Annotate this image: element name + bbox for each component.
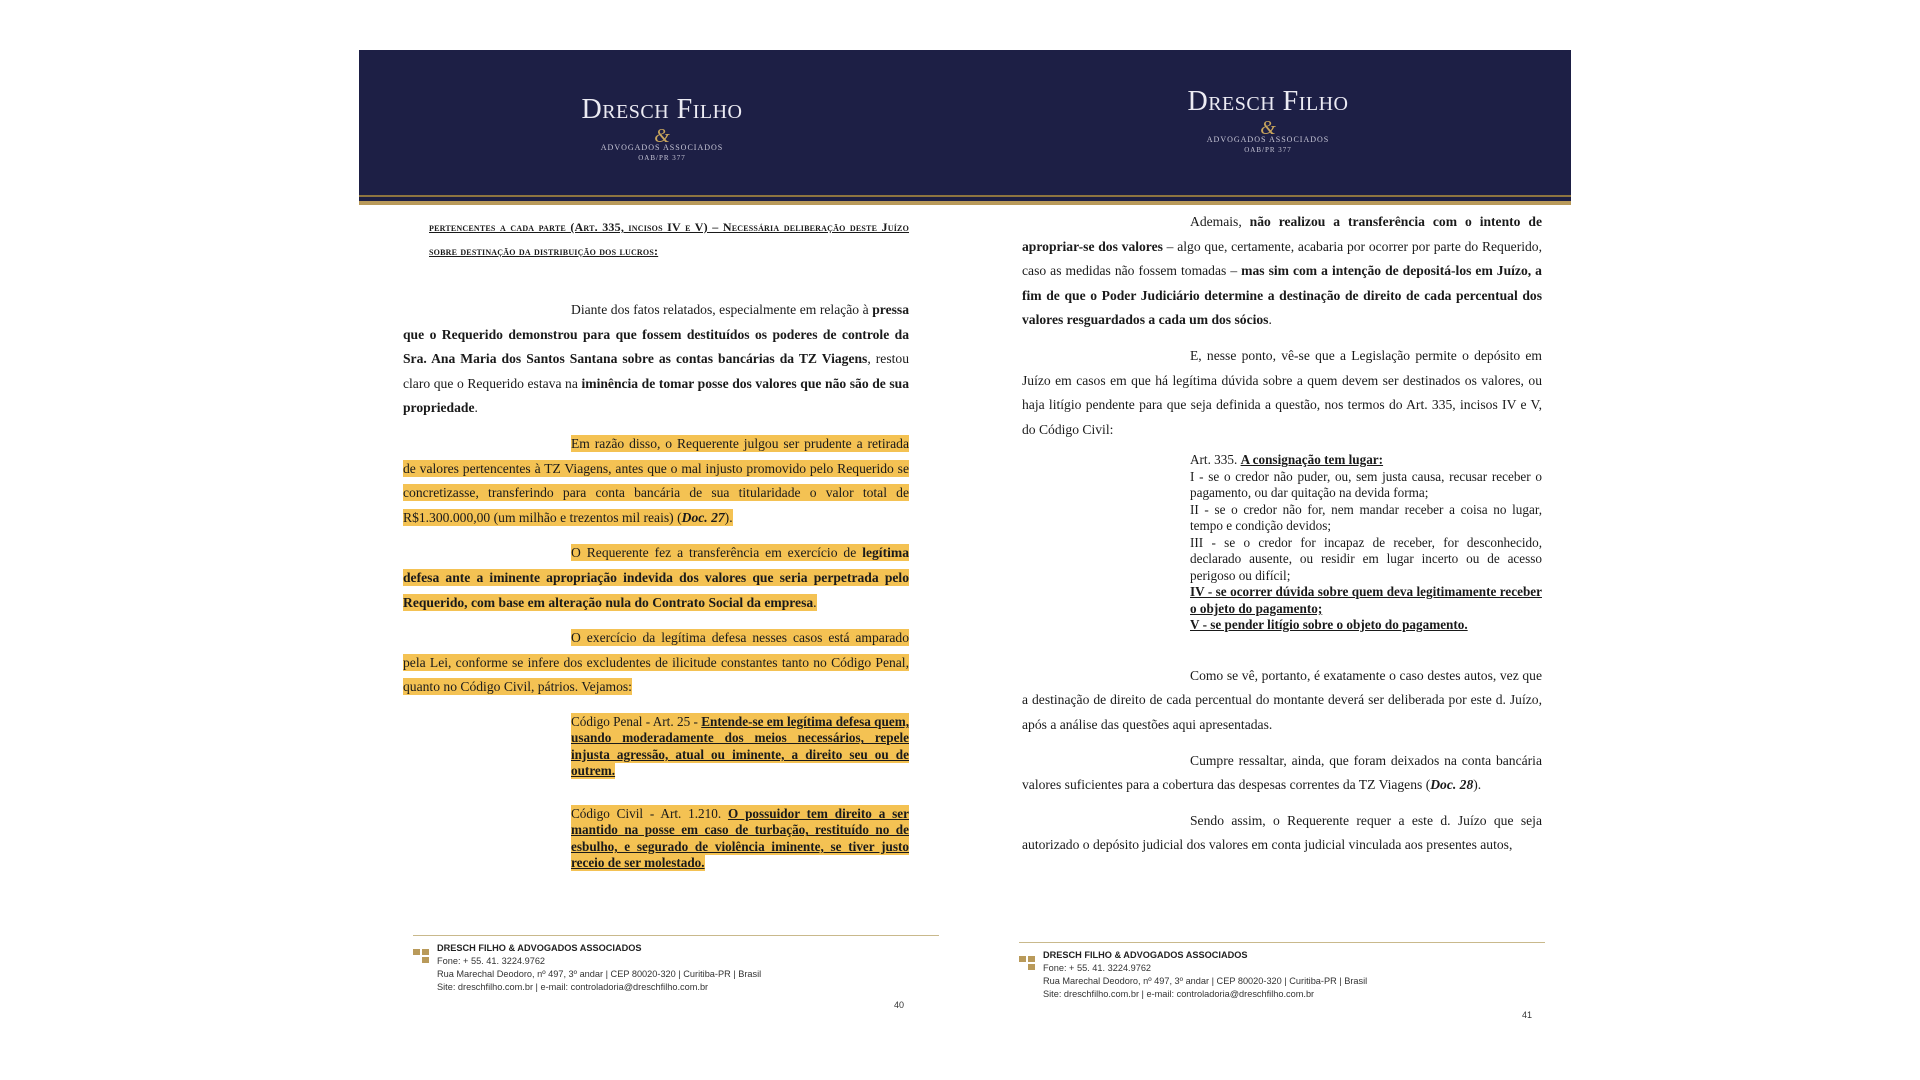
logo-ampersand: & [1260, 117, 1276, 139]
footer-address: Rua Marechal Deodoro, nº 497, 3º andar | CEP 80020-320 | Curitiba-PR | Brasil [437, 969, 762, 979]
logo-ampersand: & [654, 125, 670, 147]
paragraph: Diante dos fatos relatados, especialmente em relação à pressa que o Requerido demonstrou para que fossem destituídos os poderes de controle da Sra. Ana Maria dos Santos Santana sobre as contas bancárias da TZ Viagens, restou claro que o Requerido estava na iminência de tomar posse dos valores que não são de sua propriedade. [403, 302, 910, 416]
firm-mark-icon [1019, 956, 1035, 970]
legal-quote-civil: Código Civil - Art. 1.210. O possuidor tem direito a ser mantido na posse em caso de turbação, restituído no de esbulho, e segurado de violência iminente, se tiver justo receio de ser molestado. [571, 805, 909, 871]
firm-mark-icon [413, 949, 429, 963]
page-number: 40 [894, 1000, 905, 1010]
legal-article-335: Art. 335. A consignação tem lugar: I - se o credor não puder, ou, sem justa causa, recusar receber o pagamento, ou dar quitação na devida forma; II - se o credor não for, nem mandar receber a coisa no lugar, tempo e condição devidos; III - se o credor for incapaz de receber, for desconhecido, declarado ausente, ou residir em lugar incerto ou de acesso perigoso ou difícil; IV - se ocorrer dúvida sobre quem deva legitimamente receber o objeto do pagamento; V - se pender litígio sobre o objeto do pagamento. [1190, 452, 1542, 633]
firm-logo: Dresch Filho [1187, 86, 1349, 117]
paragraph: E, nesse ponto, vê-se que a Legislação permite o depósito em Juízo em casos em que há legítima dúvida sobre a quem devem ser destinados os valores, ou haja litígio pendente para que seja definida a questão, nos termos do Art. 335, incisos IV e V, do Código Civil: [1022, 347, 1542, 437]
firm-logo: Dresch Filho [581, 94, 743, 125]
highlighted-paragraph: O Requerente fez a transferência em exercício de legítima defesa ante a iminente apropriação indevida dos valores que seria perpetrada pelo Requerido, com base em alteração nula do Contrato Social da empresa. [403, 545, 909, 610]
footer-phone: Fone: + 55. 41. 3224.9762 [1043, 963, 1152, 973]
letterhead-banner [359, 50, 965, 205]
legal-quote-penal: Código Penal - Art. 25 - Entende-se em legítima defesa quem, usando moderadamente dos meios necessários, repele injusta agressão, atual ou iminente, a direito seu ou de outrem. [571, 713, 909, 779]
footer-address: Rua Marechal Deodoro, nº 497, 3º andar | CEP 80020-320 | Curitiba-PR | Brasil [1043, 976, 1368, 986]
logo-oab: OAB/PR 377 [1244, 146, 1292, 154]
paragraph: Sendo assim, o Requerente requer a este d. Juízo que seja autorizado o depósito judicial dos valores em conta judicial vinculada aos presentes autos, [1022, 812, 1542, 853]
logo-subtitle: ADVOGADOS ASSOCIADOS [600, 143, 724, 152]
footer-site: Site: dreschfilho.com.br | e-mail: controladoria@dreschfilho.com.br [1043, 989, 1315, 999]
section-heading: pertencentes a cada parte (Art. 335, incisos IV e V) – Necessária deliberação deste Juízo sobre destinação da distribuição dos lucros: [429, 220, 909, 258]
document-page-40 [359, 50, 965, 1030]
paragraph: Cumpre ressaltar, ainda, que foram deixados na conta bancária valores suficientes para a cobertura das despesas correntes da TZ Viagens (Doc. 28). [1022, 752, 1542, 793]
paragraph: Como se vê, portanto, é exatamente o caso destes autos, vez que a destinação de direito de cada percentual do montante deverá ser deliberada por este d. Juízo, após a análise das questões aqui apresentadas. [1022, 667, 1542, 733]
footer-firm: DRESCH FILHO & ADVOGADOS ASSOCIADOS [1043, 950, 1248, 960]
footer-firm: DRESCH FILHO & ADVOGADOS ASSOCIADOS [437, 943, 642, 953]
page-footer [413, 935, 939, 994]
footer-site: Site: dreschfilho.com.br | e-mail: controladoria@dreschfilho.com.br [437, 982, 709, 992]
paragraph: Ademais, não realizou a transferência com o intento de apropriar-se dos valores – algo que, certamente, acabaria por ocorrer por parte do Requerido, caso as medidas não fossem tomadas – mas sim com a intenção de depositá-los em Juízo, a fim de que o Poder Judiciário determine a destinação de direito de cada percentual dos valores resguardados a cada um dos sócios. [1022, 214, 1542, 328]
document-page-41 [965, 50, 1571, 1030]
letterhead-banner [965, 50, 1571, 205]
highlighted-paragraph: Em razão disso, o Requerente julgou ser prudente a retirada de valores pertencentes à TZ Viagens, antes que o mal injusto promovido pelo Requerido se concretizasse, transferindo para conta bancária de sua titularidade o valor total de R$1.300.000,00 (um milhão e trezentos mil reais) (Doc. 27). [403, 435, 909, 525]
page-footer [1019, 942, 1545, 1001]
logo-oab: OAB/PR 377 [638, 154, 686, 162]
logo-subtitle: ADVOGADOS ASSOCIADOS [1206, 135, 1330, 144]
highlighted-paragraph: O exercício da legítima defesa nesses casos está amparado pela Lei, conforme se infere dos excludentes de ilicitude constantes tanto no Código Penal, quanto no Código Civil, pátrios. Vejamos: [403, 630, 909, 695]
page-number: 41 [1522, 1010, 1533, 1020]
footer-phone: Fone: + 55. 41. 3224.9762 [437, 956, 546, 966]
